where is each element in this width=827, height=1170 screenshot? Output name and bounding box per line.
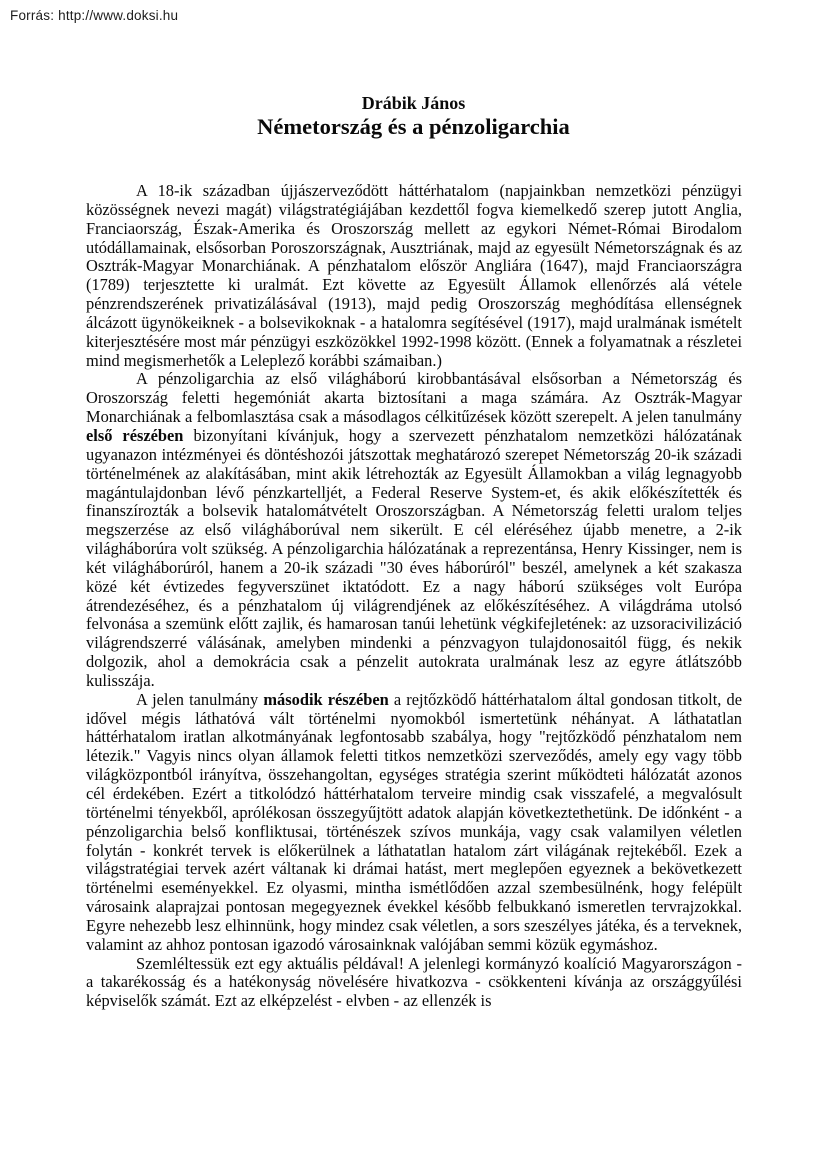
page-title: Németország és a pénzoligarchia	[257, 114, 570, 139]
paragraph	[86, 691, 742, 955]
paragraph	[86, 955, 742, 1012]
text-run: a rejtőzködő háttérhatalom által gondosan titkolt, de idővel mégis láthatóvá vált történelmi nyomokból ismertetünk néhányat. A láthatatlan háttérhatalom iratlan alkotmányának legfontosabb szabálya, hogy "rejtőzködő pénzhatalom nem létezik." Vagyis nincs olyan államok feletti titkos nemzetközi szerveződés, amely egy vagy több világközpontból irányítva, összehangoltan, egységes stratégia szerint működteti hálózatát azonos cél érdekében. Ezért a titkolódzó háttérhatalom terveire mindig csak visszafelé, a megvalósult történelmi tényekből, aprólékosan összegyűjtött adatok alapján következtethetünk. De időnként - a pénzoligarchia belső konfliktusai, történészek szívos munkája, vagy csak valamilyen véletlen folytán - konkrét tervek is előkerülnek a láthatatlan hatalom zárt világának rejtekéből. Ezek a világstratégiai tervek azért váltanak ki drámai hatást, mert meglepően egyeznek a bekövetkezett történelmi eseményekkel. Ez olyasmi, mintha ismétlődően azzal szembesülnénk, hogy felépült városaink alaprajzai pontosan megegyeznek évekkel később felbukkanó ismeretlen tervrajzokkal. Egyre nehezebb lesz elhinnünk, hogy mindez csak véletlen, a sors szeszélyes játéka, és a terveknek, valamint az ahhoz pontosan igazodó városainknak valójában semmi közük egymáshoz.	[86, 689, 742, 954]
source-url-header: Forrás: http://www.doksi.hu	[10, 8, 179, 23]
text-run: bizonyítani kívánjuk, hogy a szervezett pénzhatalom nemzetközi hálózatának ugyanazon intézményei és döntéshozói játszottak meghatározó szerepet Németország 20-ik századi történelmének az alakításában, mint akik létrehozták az Egyesült Államokban a világ legnagyobb magántulajdonban lévő pénzkartelljét, a Federal Reserve System-et, és akik előkészítették és finanszírozták a bolsevik hatalomátvételt Oroszországban. A Németország feletti uralom teljes megszerzése az első világháborúval nem sikerült. E cél eléréséhez újabb menetre, a 2-ik világháborúra volt szükség. A pénzoligarchia hálózatának a reprezentánsa, Henry Kissinger, nem is két világháborúról, hanem a 20-ik századi "30 éves háborúról" beszél, amelynek a két szakasza közé két évtizedes fegyverszünet iktatódott. Ez a nagy háború szükséges volt Európa átrendezéséhez, és a pénzhatalom új világrendjének az előkészítéséhez. A világdráma utolsó felvonása a szemünk előtt zajlik, és hamarosan tanúi lehetünk végkifejletének: az uzsoracivilizáció világrendszerré válásának, amelyben mindenki a pénzvagyon tulajdonosaitól függ, és nekik dolgozik, ahol a demokrácia csak a pénzelit autokrata uralmának lesz az egyre átlátszóbb kulisszája.	[86, 425, 742, 690]
text-run: A jelen tanulmány	[136, 689, 264, 709]
document-body	[86, 182, 742, 1011]
emphasized-text-run: első részében	[86, 425, 184, 445]
paragraph	[86, 182, 742, 370]
paragraph	[86, 370, 742, 690]
text-run: A pénzoligarchia az első világháború kirobbantásával elsősorban a Németország és Oroszország feletti hegemóniát akarta biztosítani a maga számára. Az Osztrák-Magyar Monarchiának a felbomlasztása csak a másodlagos célkitűzések között szerepelt. A jelen tanulmány	[86, 369, 742, 427]
title-block	[0, 93, 827, 140]
text-run: A 18-ik században újjászerveződött háttérhatalom (napjainkban nemzetközi pénzügyi közösségnek nevezi magát) világstratégiájában kezdettől fogva kiemelkedő szerep jutott Anglia, Franciaország, Észak-Amerika és Oroszország mellett az egykori Német-Római Birodalom utódállamainak, elsősorban Poroszországnak, Ausztriának, majd az egyesült Németországnak és az Osztrák-Magyar Monarchiának. A pénzhatalom először Angliára (1647), majd Franciaországra (1789) terjesztette ki uralmát. Ezt követte az Egyesült Államok ellenőrzés alá vétele pénzrendszerének privatizálásával (1913), majd pedig Oroszország meghódítása ellenségnek álcázott ügynökeiknek - a bolsevikoknak - a hatalomra segítésével (1917), majd uralmának ismételt kiterjesztésére most már pénzügyi eszközökkel 1992-1998 között. (Ennek a folyamatnak a részletei mind megismerhetők a Leleplező korábbi számaiban.)	[86, 181, 742, 370]
emphasized-text-run: második részében	[263, 689, 389, 709]
author-name: Drábik János	[361, 93, 466, 113]
text-run: Szemléltessük ezt egy aktuális példával! A jelenlegi kormányzó koalíció Magyarországon - a takarékosság és a hatékonyság növelésére hivatkozva - csökkenteni kívánja az országgyűlési képviselők számát. Ezt az elképzelést - elvben - az ellenzék is	[86, 953, 742, 1011]
